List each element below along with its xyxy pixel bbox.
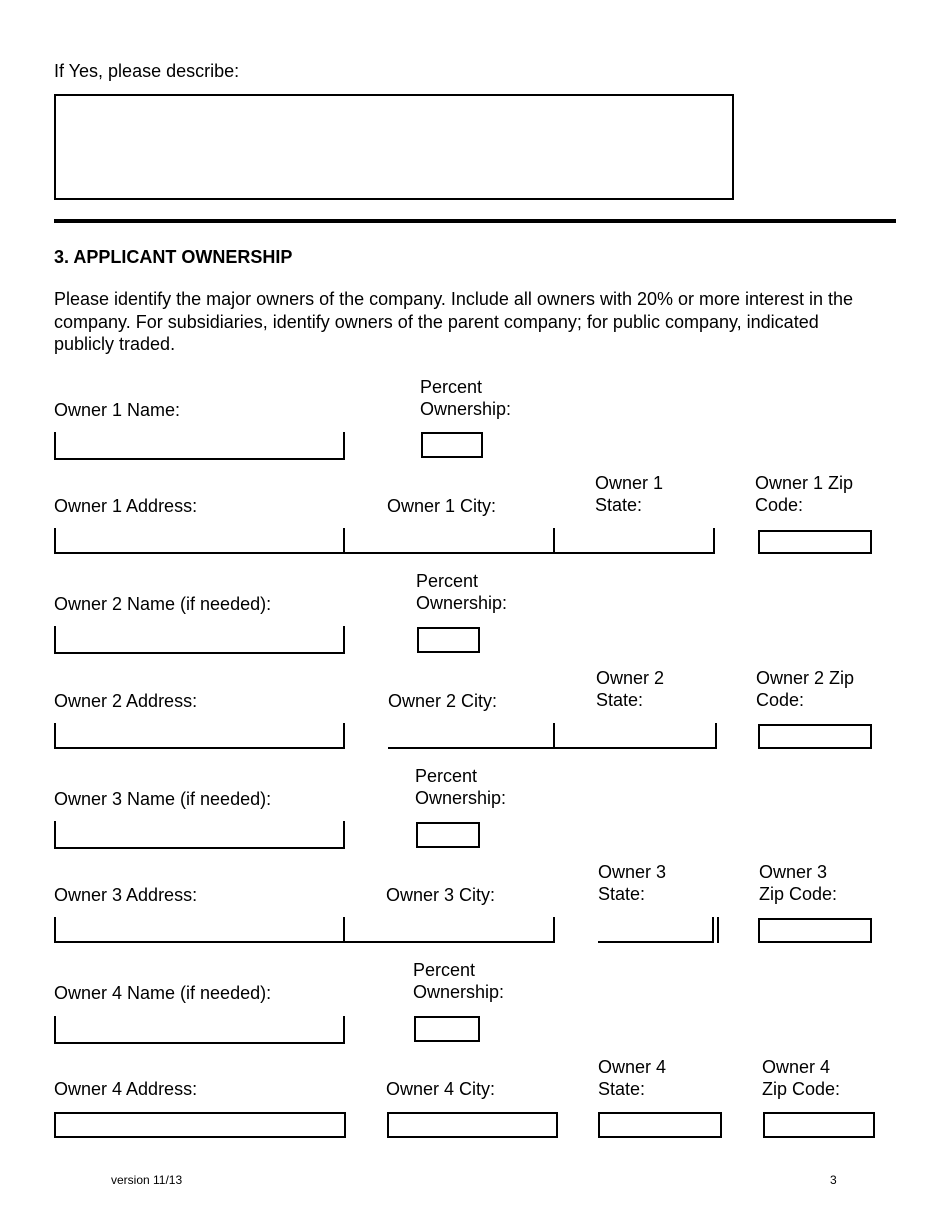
- owner-address-label: Owner 1 Address:: [54, 496, 198, 516]
- owner-zip-label: Owner 4 Zip Code:: [762, 1057, 841, 1099]
- owner-state-field[interactable]: [598, 917, 714, 943]
- owner-state-label: Owner 3 State:: [598, 862, 667, 904]
- describe-textarea[interactable]: [54, 94, 734, 200]
- owner-city-label: Owner 3 City:: [386, 885, 496, 905]
- owner-state-label: Owner 1 State:: [595, 473, 664, 515]
- percent-ownership-label: Percent Ownership:: [420, 377, 512, 419]
- owner-name-field[interactable]: [54, 1016, 345, 1044]
- owner-name-label: Owner 3 Name (if needed):: [54, 789, 272, 809]
- owner-name-label: Owner 4 Name (if needed):: [54, 983, 272, 1003]
- owner-zip-field[interactable]: [758, 724, 872, 749]
- owner-address-field[interactable]: [54, 528, 345, 554]
- owner-name-label: Owner 2 Name (if needed):: [54, 594, 272, 614]
- owner-zip-label: Owner 3 Zip Code:: [759, 862, 838, 904]
- owner-city-field[interactable]: [388, 723, 555, 749]
- percent-ownership-label: Percent Ownership:: [416, 571, 508, 613]
- percent-ownership-label: Percent Ownership:: [415, 766, 507, 808]
- owner-state-field[interactable]: [598, 1112, 722, 1138]
- describe-prompt: If Yes, please describe:: [54, 61, 240, 81]
- owner-state-field[interactable]: [555, 528, 715, 554]
- section-divider: [54, 219, 896, 223]
- percent-ownership-label: Percent Ownership:: [413, 960, 505, 1002]
- section-title: 3. APPLICANT OWNERSHIP: [54, 247, 293, 267]
- owner-city-field[interactable]: [345, 528, 555, 554]
- owner-address-field[interactable]: [54, 1112, 346, 1138]
- owner-city-label: Owner 2 City:: [388, 691, 498, 711]
- owner-state-field[interactable]: [555, 723, 717, 749]
- owner-zip-label: Owner 2 Zip Code:: [756, 668, 855, 710]
- page-number: 3: [830, 1173, 837, 1187]
- owner-zip-field[interactable]: [758, 530, 872, 554]
- owner-zip-field[interactable]: [763, 1112, 875, 1138]
- owner-city-field[interactable]: [387, 1112, 558, 1138]
- percent-ownership-field[interactable]: [417, 627, 480, 653]
- owner-city-label: Owner 4 City:: [386, 1079, 496, 1099]
- version-text: version 11/13: [111, 1173, 183, 1187]
- owner-name-label: Owner 1 Name:: [54, 400, 181, 420]
- field-divider: [717, 917, 719, 943]
- owner-zip-label: Owner 1 Zip Code:: [755, 473, 854, 515]
- percent-ownership-field[interactable]: [416, 822, 480, 848]
- owner-zip-field[interactable]: [758, 918, 872, 943]
- owner-address-field[interactable]: [54, 723, 345, 749]
- owner-address-field[interactable]: [54, 917, 345, 943]
- owner-name-field[interactable]: [54, 432, 345, 460]
- owner-city-field[interactable]: [345, 917, 555, 943]
- owner-address-label: Owner 4 Address:: [54, 1079, 198, 1099]
- owner-state-label: Owner 2 State:: [596, 668, 665, 710]
- percent-ownership-field[interactable]: [414, 1016, 480, 1042]
- owner-name-field[interactable]: [54, 821, 345, 849]
- owner-city-label: Owner 1 City:: [387, 496, 497, 516]
- section-instructions: Please identify the major owners of the company. Include all owners with 20% or more interest in the company. For subsidiaries, identify owners of the parent company; for public company, indicated publicly traded.: [54, 289, 854, 354]
- owner-name-field[interactable]: [54, 626, 345, 654]
- owner-address-label: Owner 2 Address:: [54, 691, 198, 711]
- owner-address-label: Owner 3 Address:: [54, 885, 198, 905]
- percent-ownership-field[interactable]: [421, 432, 483, 458]
- owner-state-label: Owner 4 State:: [598, 1057, 667, 1099]
